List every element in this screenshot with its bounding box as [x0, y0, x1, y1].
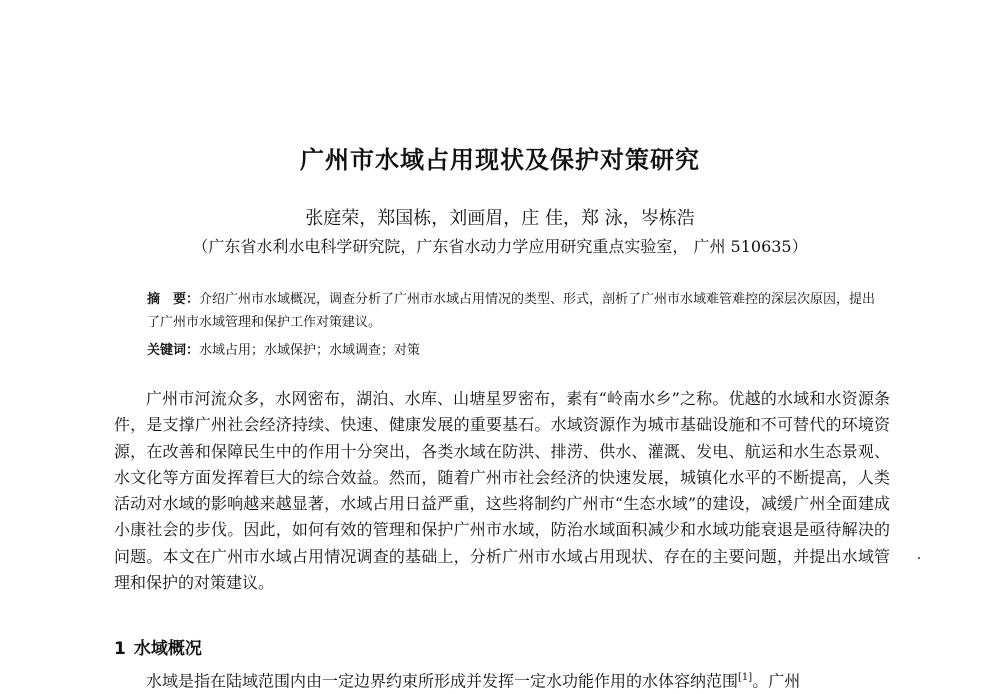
- keywords: [147, 339, 877, 358]
- paper-title: 广州市水域占用现状及保护对策研究: [300, 145, 700, 174]
- affiliation: （广东省水利水电科学研究院，广东省水动力学应用研究重点实验室， 广州 510635）: [192, 237, 808, 256]
- section-heading: [114, 634, 202, 659]
- intro-section: [114, 386, 890, 596]
- abstract: [147, 288, 877, 334]
- section-number: 1: [114, 639, 126, 659]
- author-list: 张庭荣，郑国栋，刘画眉，庄 佳，郑 泳，岑栋浩: [305, 208, 695, 229]
- scan-artifact: [918, 557, 920, 559]
- keywords-text: 水域占用；水域保护；水域调查；对策: [199, 343, 421, 358]
- abstract-text: 介绍广州市水域概况，调查分析了广州市水域占用情况的类型、形式，剖析了广州市水域难管难控的深层次原因，提出了广州市水域管理和保护工作对策建议。: [147, 292, 876, 330]
- keywords-label: 关键词：: [147, 343, 200, 358]
- section1-body: [114, 665, 890, 694]
- section-title: 水域概况: [133, 639, 202, 659]
- section1-text: 水域是指在陆域范围内由一定边界约束所形成并发挥一定水功能作用的水体容纳范围: [146, 671, 739, 691]
- abstract-label: 摘 要：: [147, 292, 200, 307]
- intro-paragraph: 广州市河流众多，水网密布，湖泊、水库、山塘星罗密布，素有“岭南水乡”之称。优越的水域和水资源条件，是支撑广州社会经济持续、快速、健康发展的重要基石。水域资源作为城市基础设施和不可替代的环境资源，在改善和保障民生中的作用十分突出，各类水域在防洪、排涝、供水、灌溉、发电、航运和水生态景观、水文化等方面发挥着巨大的综合效益。然而，随着广州市社会经济的快速发展，城镇化水平的不断提高，人类活动对水域的影响越来越显著，水域占用日益严重，这些将制约广州市“生态水域”的建设，减缓广州全面建成小康社会的步伐。因此，如何有效的管理和保护广州市水域，防治水域面积减少和水域功能衰退是亟待解决的问题。本文在广州市水域占用情况调查的基础上，分析广州市水域占用现状、存在的主要问题，并提出水域管理和保护的对策建议。: [114, 389, 890, 593]
- citation-ref: [1]: [738, 672, 753, 683]
- section1-tail: 。广州: [752, 671, 801, 691]
- section1-paragraph: [114, 665, 890, 694]
